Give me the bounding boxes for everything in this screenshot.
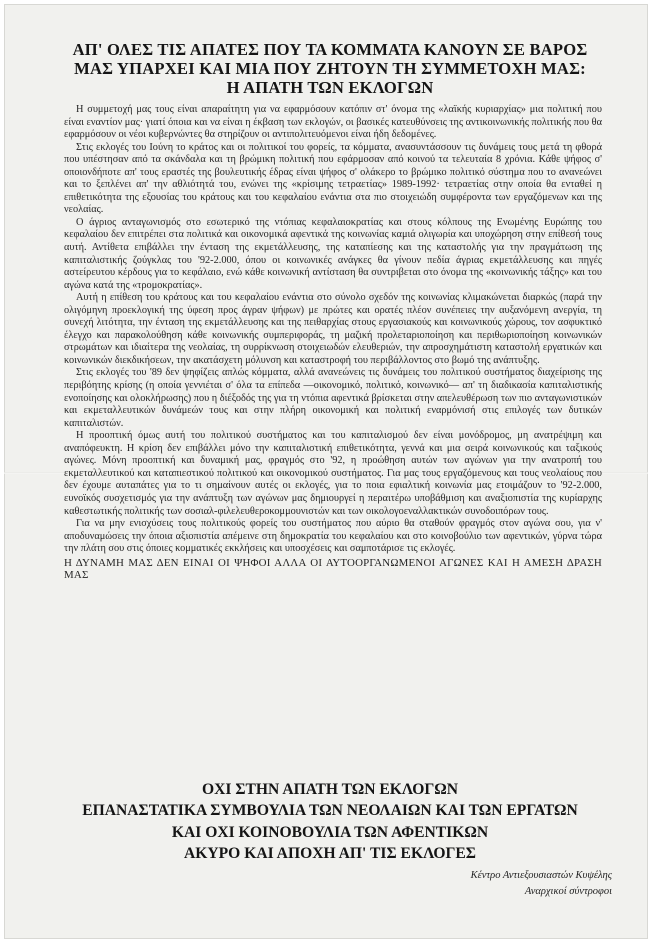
paragraph: Η προοπτική όμως αυτή του πολιτικού συστήματος και του καπιταλισμού δεν είναι μονόδρομος, μη ανατρέψιμη και αναπόφευκτη. Η κρίση δεν επιβάλλει μόνο την καπιταλιστική επιθετικότητα, γεννά και μια σειρά κοινωνικούς και ταξικούς αγώνες. Μόνη προοπτική και δυναμική μας, φραγμός στο '92, η προώθηση αυτών των αγώνων για την ανατροπή του εκμεταλλευτικού και καταπιεστικού πολιτικού και οικονομικού συστήματος. Για μας τους εργαζόμενους και τους νεολαίους που δεν έχουμε αυταπάτες για το τι σημαίνουν αυτές οι εκλογές, για το ποια εφιαλτική κοινωνία μας ετοιμάζουν το '92-2.000, ευνοϊκός συσχετισμός για την ανάπτυξη των αγώνων μας δημιουργεί η περαιτέρω υποβάθμιση και αναξιοπιστία της κυρίαρχης καθεστωτικής πολιτικής των σοσιαλ-φιλελευθεροκομμουνιστών και των οικολογοεναλλακτικών συνοδοιπόρων τους. [64, 430, 602, 517]
signature [471, 868, 612, 900]
closing-statement: Η ΔΥΝΑΜΗ ΜΑΣ ΔΕΝ ΕΙΝΑΙ ΟΙ ΨΗΦΟΙ ΑΛΛΑ ΟΙ ΑΥΤΟΟΡΓΑΝΩΜΕΝΟΙ ΑΓΩΝΕΣ ΚΑΙ Η ΑΜΕΣΗ ΔΡΑΣΗ ΜΑΣ [64, 556, 602, 582]
signature-line: Αναρχικοί σύντροφοι [524, 886, 612, 897]
slogan-line: ΚΑΙ ΟΧΙ ΚΟΙΝΟΒΟΥΛΙΑ ΤΩΝ ΑΦΕΝΤΙΚΩΝ [171, 823, 489, 841]
signature-line: Κέντρο Αντιεξουσιαστών Κυψέλης [470, 870, 612, 881]
paragraph: Στις εκλογές του Ιούνη το κράτος και οι πολιτικοί του φορείς, τα κόμματα, ανασυντάσσουν τις δυνάμεις τους μετά τη φθορά που υπέστησαν από τα σκάνδαλα και τη βρώμικη πολιτική που εφάρμοσαν από κοινού τα τελευταία 8 χρόνια. Κάθε ψήφος σ' οποιονδήποτε απ' τους εραστές της βουλευτικής έδρας είναι ψήφος σ' ολάκερο το βρώμικο πολιτικό σύστημα που το ανανεώνει και το ξεπλένει απ' την αθλιότητά του, ενώνει της «κρίσιμης τετραετίας» 1989-1992· τετραετίας στην οποία θα ενταθεί η επιθετικότητα της εξουσίας του κράτους και του κεφαλαίου ενάντια στα πιο στοιχειώδη συμφέροντα των εργαζόμενων και της νεολαίας. [64, 141, 602, 216]
slogans [44, 779, 616, 865]
slogan-line: ΕΠΑΝΑΣΤΑΤΙΚΑ ΣΥΜΒΟΥΛΙΑ ΤΩΝ ΝΕΟΛΑΙΩΝ ΚΑΙ ΤΩΝ ΕΡΓΑΤΩΝ [82, 802, 578, 820]
headline-line: Η ΑΠΑΤΗ ΤΩΝ ΕΚΛΟΓΩΝ [226, 78, 434, 97]
paragraph: Για να μην ενισχύσεις τους πολιτικούς φορείς του συστήματος που αύριο θα σταθούν φραγμός στον αγώνα σου, για ν' αποδυναμώσεις την όποια αξιοπιστία απέμεινε στη δημοκρατία του κεφαλαίου και στο κοινοβούλιο των αφεντικών, γύρνα τώρα την πλάτη σου στις όποιες κομματικές εκκλήσεις και υποσχέσεις και σαμποτάρισε τις εκλογές. [64, 518, 602, 555]
headline [40, 40, 620, 97]
slogan-line: ΟΧΙ ΣΤΗΝ ΑΠΑΤΗ ΤΩΝ ΕΚΛΟΓΩΝ [201, 781, 459, 798]
paragraph: Στις εκλογές του '89 δεν ψηφίζεις απλώς κόμματα, αλλά ανανεώνεις τις δυνάμεις του πολιτικού συστήματος διαχείρισης της περιβόητης κρίσης (η οποία γεννιέται σ' όλα τα επίπεδα —οικονομικό, πολιτικό, κοινωνικό— απ' τη διαδικασία καπιταλιστικής ενοποίησης και ολοκλήρωσης) που η διέξοδός της για τη ντόπια αφεντικά βρίσκεται στην απελευθέρωση των πιο ανταγωνιστικών και εκμεταλλευτικών δυνάμεών τους και στην πλήρη οικονομική και πολιτική εναρμόνισή στις επιλογές των δυτικών καπιταλιστών. [64, 367, 602, 429]
body-text [64, 104, 602, 582]
paragraph: Η συμμετοχή μας τους είναι απαραίτητη για να εφαρμόσουν κατόπιν στ' όνομα της «λαϊκής κυριαρχίας» μια πολιτική που είναι εναντίον μας· γιατί όποια και να είναι η έκβαση των εκλογών, οι βασικές κατευθύνσεις της αντικοινωνικής πολιτικής που θα εφαρμόσουν οι νέοι κυβερνώντες θα στηρίζουν οι αντιπολιτευόμενοι είναι ήδη δεδομένες. [64, 104, 602, 141]
leaflet-page [4, 4, 648, 939]
headline-line: ΑΠ' ΟΛΕΣ ΤΙΣ ΑΠΑΤΕΣ ΠΟΥ ΤΑ ΚΟΜΜΑΤΑ ΚΑΝΟΥΝ ΣΕ ΒΑΡΟΣ [72, 40, 588, 59]
headline-line: ΜΑΣ ΥΠΑΡΧΕΙ ΚΑΙ ΜΙΑ ΠΟΥ ΖΗΤΟΥΝ ΤΗ ΣΥΜΜΕΤΟΧΗ ΜΑΣ: [74, 59, 586, 78]
paragraph: Ο άγριος ανταγωνισμός στο εσωτερικό της ντόπιας κεφαλαιοκρατίας και στους κόλπους της Ενωμένης Ευρώπης του κεφαλαίου δεν επιτρέπει στα πολιτικά και οικονομικά αφεντικά της κοινωνίας καμιά ολιγωρία και υποχώρηση στην επίθεσή τους αυτή. Αντίθετα επιβάλλει την ένταση της εκμετάλλευσης, της καταπίεσης και της καταστολής για την πραγμάτωση της καπιταλιστικής ζούγκλας του '92-2.000, όπου οι κοινωνικές ανάγκες θα γίνουν πεδία άγριας εκμετάλλευσης και πηγές αστείρευτου κέρδους για το κεφάλαιο, ενώ κάθε κοινωνική αντίσταση θα συντριβεται στο όνομα της «κοινωνικής τάξης» και του αγώνα κατά της «τρομοκρατίας». [64, 216, 602, 291]
slogan-line: ΑΚΥΡΟ ΚΑΙ ΑΠΟΧΗ ΑΠ' ΤΙΣ ΕΚΛΟΓΕΣ [183, 845, 476, 863]
paragraph: Αυτή η επίθεση του κράτους και του κεφαλαίου ενάντια στο σύνολο σχεδόν της κοινωνίας κλιμακώνεται διαρκώς (παρά την ολιγόμηνη προεκλογική της ύφεση προς άγραν ψήφων) με πρώτες και ορατές πλέον συνέπειες την αυξανόμενη ανεργία, τη συνεχή λιτότητα, την ένταση της εκμετάλλευσης και της πειθαρχίας στους εργασιακούς και κοινωνικούς χώρους, τον ασφυκτικό έλεγχο και παρακολούθηση κάθε κοινωνικής συμπεριφοράς, τη μαζική προλεταριοποίηση και περιθωριοποίηση κοινωνικών στρωμάτων και ιδιαίτερα της νεολαίας, τη συρρίκνωση στοιχειωδών ελευθεριών, την απροσχημάτιστη καταστολή εργατικών και κοινωνικών διεκδικήσεων, την ακατάσχετη μόλυνση και καταστροφή του περιβάλλοντος στο βωμό της ανάπτυξης. [64, 292, 602, 366]
